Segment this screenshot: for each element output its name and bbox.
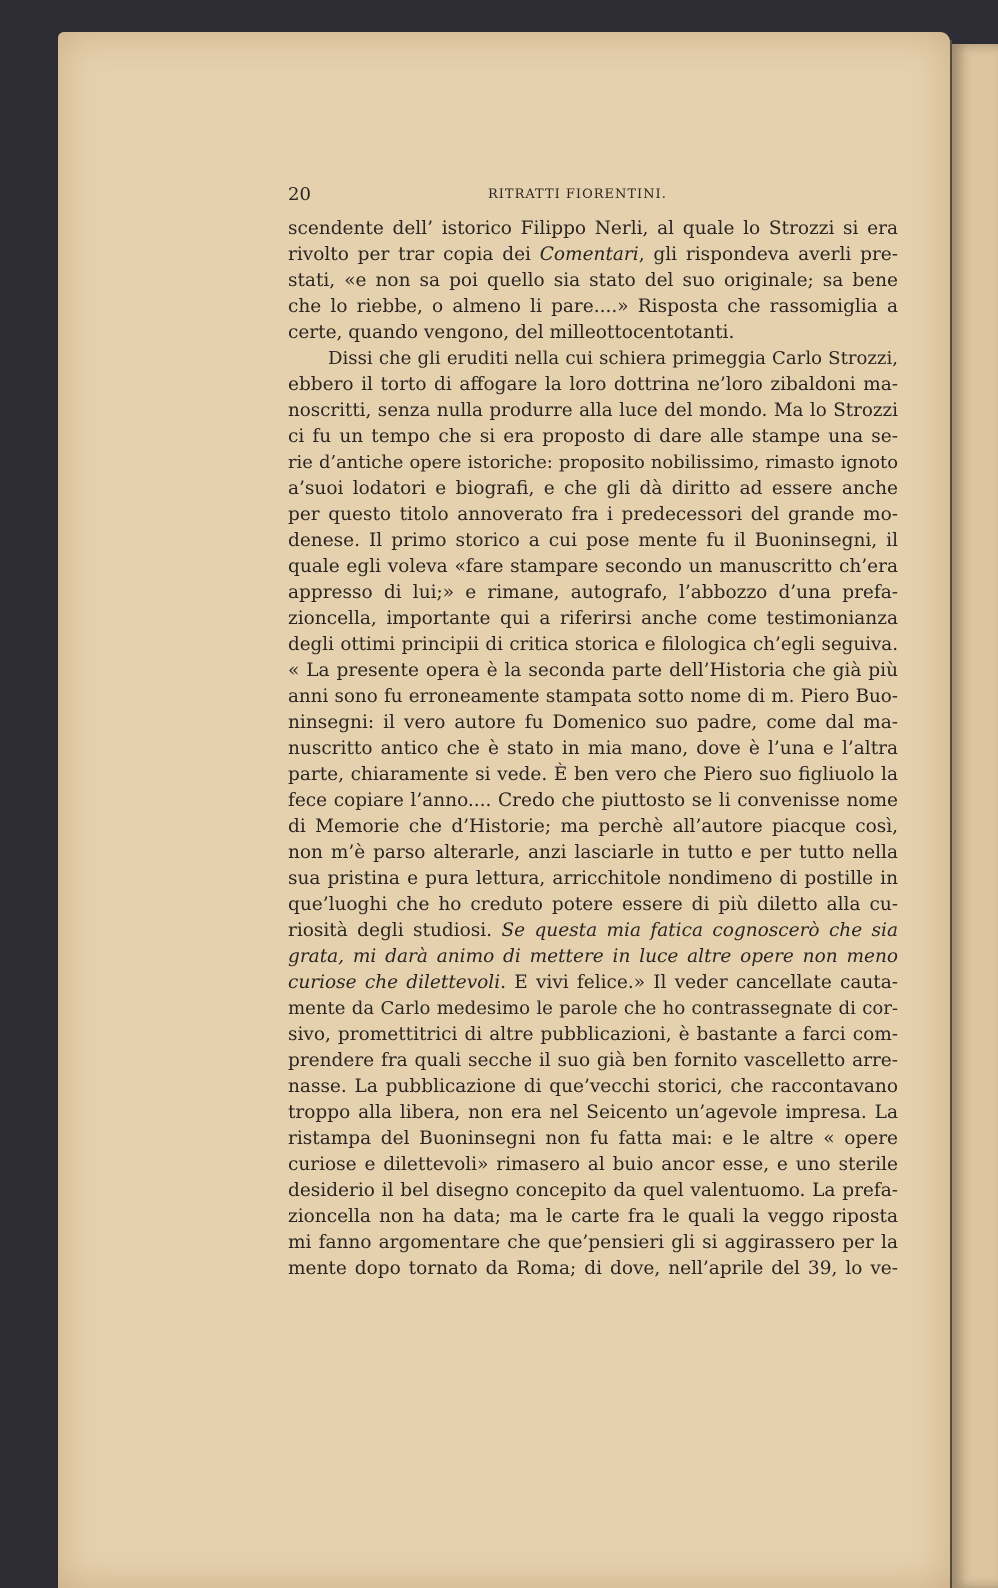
- text-line: mente da Carlo medesimo le parole che ho contrassegnate di cor-: [288, 998, 898, 1019]
- text-line: mi fanno argomentare che que’pensieri gli si aggirassero per la: [288, 1232, 898, 1253]
- text-run: , gli rispondeva averli pre-: [638, 244, 898, 265]
- text-line: « La presente opera è la seconda parte dell’Historia che già più: [288, 660, 898, 681]
- text-line: sua pristina e pura lettura, arricchitole nondimeno di postille in: [288, 868, 898, 889]
- text-run: riosità degli studiosi.: [288, 920, 502, 941]
- text-line: non m’è parso alterarle, anzi lasciarle in tutto e per tutto nella: [288, 842, 898, 863]
- running-title: RITRATTI FIORENTINI.: [488, 187, 667, 202]
- text-line: troppo alla libera, non era nel Seicento un’agevole impresa. La: [288, 1102, 898, 1123]
- text-line: scendente dell’ istorico Filippo Nerli, al quale lo Strozzi si era: [288, 218, 898, 239]
- text-line: a’suoi lodatori e biografi, e che gli dà diritto ad essere anche: [288, 478, 898, 499]
- text-line: di Memorie che d’Historie; ma perchè all’autore piacque così,: [288, 816, 898, 837]
- running-head: [288, 184, 898, 208]
- page-number: 20: [288, 184, 311, 205]
- text-line: parte, chiaramente si vede. È ben vero che Piero suo figliuolo la: [288, 764, 898, 785]
- text-line: nasse. La pubblicazione di que’vecchi storici, che raccontavano: [288, 1076, 898, 1097]
- facing-page-edge: [952, 44, 998, 1588]
- text-run: . E vivi felice.» Il veder cancellate cauta-: [500, 972, 899, 993]
- italic-run: curiose che dilettevoli: [288, 972, 501, 993]
- text-line: [288, 918, 898, 944]
- text-line: certe, quando vengono, del milleottocentotanti.: [288, 322, 735, 343]
- text-line: fece copiare l’anno.... Credo che piuttosto se li convenisse nome: [288, 790, 898, 811]
- italic-run: Se questa mia fatica cognoscerò che sia: [501, 920, 898, 941]
- text-line: ci fu un tempo che si era proposto di dare alle stampe una se-: [288, 426, 898, 447]
- italic-run: Comentari: [539, 244, 639, 265]
- text-line: desiderio il bel disegno concepito da quel valentuomo. La prefa-: [288, 1180, 898, 1201]
- text-line: nuscritto antico che è stato in mia mano, dove è l’una e l’altra: [288, 738, 898, 759]
- text-line: ninsegni: il vero autore fu Domenico suo padre, come dal ma-: [288, 712, 898, 733]
- text-line: ebbero il torto di affogare la loro dottrina ne’loro zibaldoni ma-: [288, 374, 898, 395]
- text-line: rie d’antiche opere istoriche: proposito nobilissimo, rimasto ignoto: [288, 452, 898, 473]
- text-line: per questo titolo annoverato fra i predecessori del grande mo-: [288, 504, 898, 525]
- body-text: [288, 216, 898, 1282]
- text-run: rivolto per trar copia dei: [288, 244, 540, 265]
- text-line: noscritti, senza nulla produrre alla luce del mondo. Ma lo Strozzi: [288, 400, 898, 421]
- text-line: denese. Il primo storico a cui pose mente fu il Buoninsegni, il: [288, 530, 898, 551]
- text-line: prendere fra quali secche il suo già ben fornito vascelletto arre-: [288, 1050, 898, 1071]
- text-line: anni sono fu erroneamente stampata sotto nome di m. Piero Buo-: [288, 686, 898, 707]
- text-line: sivo, promettitrici di altre pubblicazioni, è bastante a farci com-: [288, 1024, 898, 1045]
- text-line: quale egli voleva «fare stampare secondo un manuscritto ch’era: [288, 556, 898, 577]
- text-line: mente dopo tornato da Roma; di dove, nell’aprile del 39, lo ve-: [288, 1258, 898, 1279]
- text-line: [288, 242, 898, 268]
- text-line: Dissi che gli eruditi nella cui schiera primeggia Carlo Strozzi,: [328, 348, 898, 369]
- text-line: ristampa del Buoninsegni non fu fatta mai: e le altre « opere: [288, 1128, 898, 1149]
- text-line: stati, «e non sa poi quello sia stato del suo originale; sa bene: [288, 270, 898, 291]
- text-line: grata, mi darà animo di mettere in luce altre opere non meno: [288, 946, 898, 967]
- text-line: che lo riebbe, o almeno li pare....» Risposta che rassomiglia a: [288, 296, 898, 317]
- text-line: que’luoghi che ho creduto potere essere di più diletto alla cu-: [288, 894, 898, 915]
- text-line: [288, 970, 898, 996]
- text-line: curiose e dilettevoli» rimasero al buio ancor esse, e uno sterile: [288, 1154, 898, 1175]
- text-line: appresso di lui;» e rimane, autografo, l’abbozzo d’una prefa-: [288, 582, 898, 603]
- text-line: zioncella, importante qui a riferirsi anche come testimonianza: [288, 608, 898, 629]
- text-line: zioncella non ha data; ma le carte fra le quali la veggo riposta: [288, 1206, 898, 1227]
- text-line: degli ottimi principii di critica storica e filologica ch’egli seguiva.: [288, 634, 898, 655]
